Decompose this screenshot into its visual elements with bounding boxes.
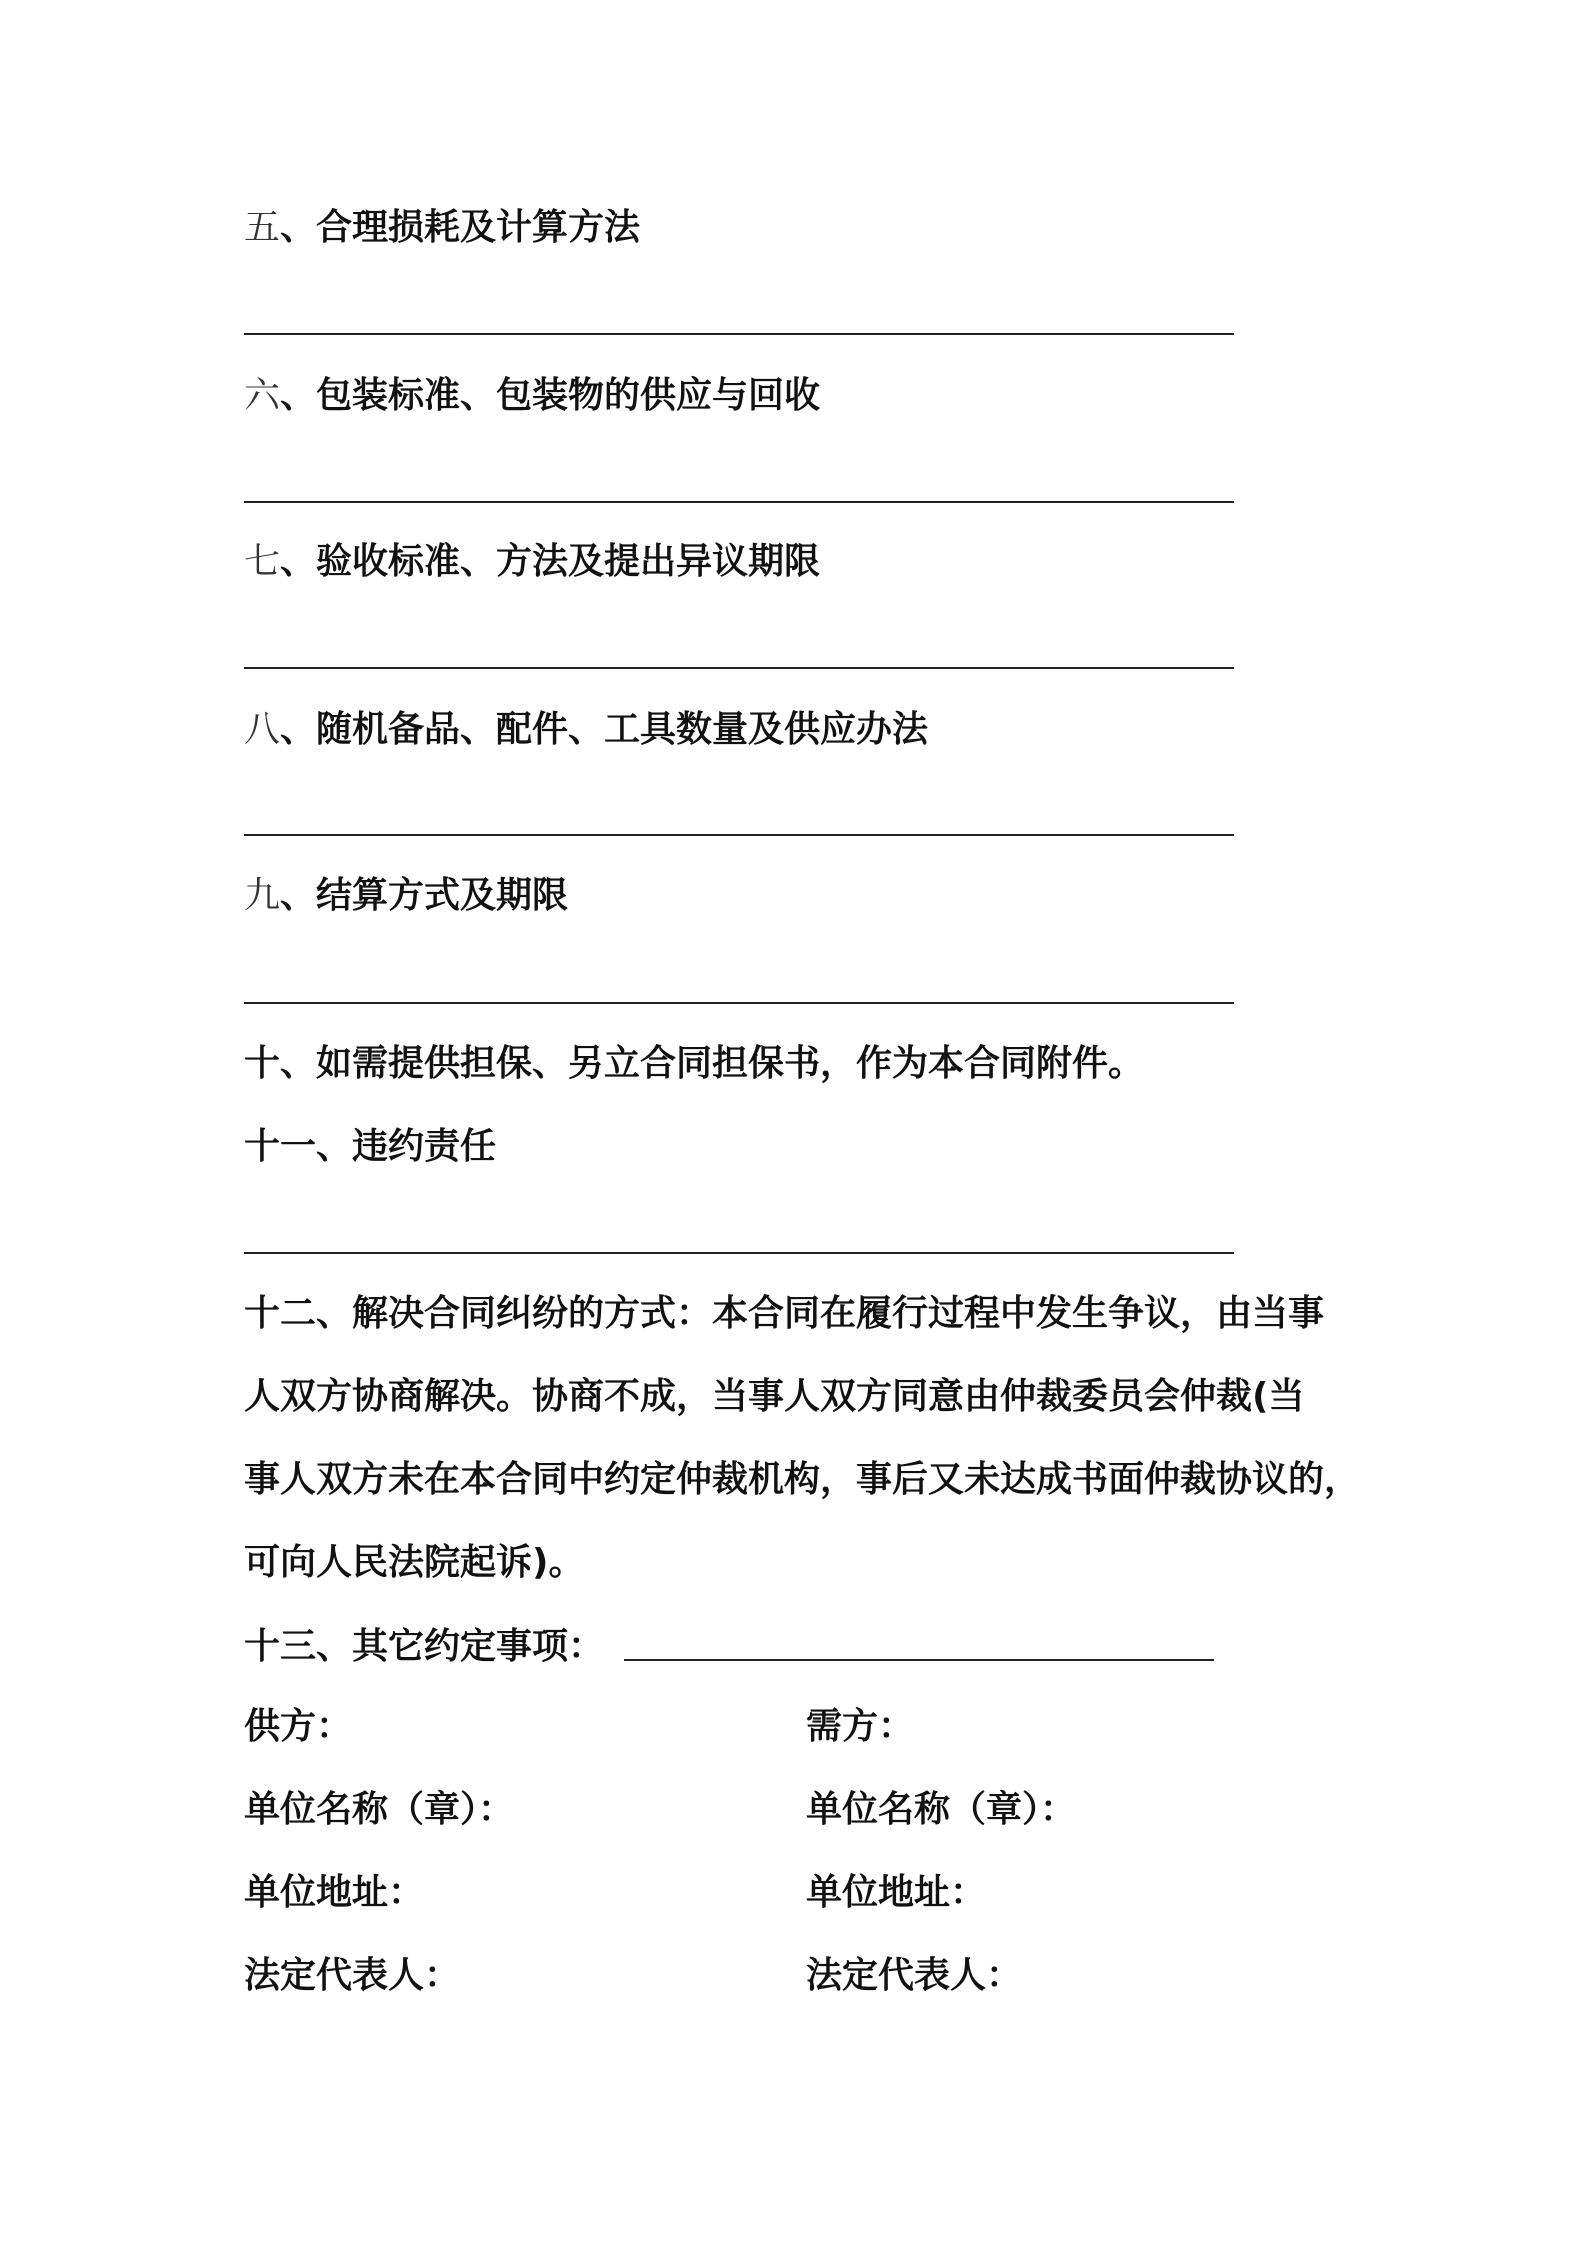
clause-10: 十、如需提供担保、另立合同担保书，作为本合同附件。 [244, 1043, 1145, 1084]
buyer-legal-rep: 法定代表人： [806, 1955, 1023, 1996]
section-9-fill-line [244, 1002, 1234, 1004]
section-8-heading: 八、随机备品、配件、工具数量及供应办法 [244, 709, 929, 750]
clause-12-line-4: 可向人民法院起诉)。 [244, 1542, 585, 1583]
section-6-heading: 六、包装标准、包装物的供应与回收 [244, 375, 821, 416]
supplier-unit-address: 单位地址： [244, 1872, 425, 1913]
section-5-heading: 五、合理损耗及计算方法 [244, 207, 641, 248]
buyer-unit-name: 单位名称（章）： [806, 1789, 1077, 1830]
supplier-legal-rep: 法定代表人： [244, 1955, 461, 1996]
clause-12-line-2: 人双方协商解决。协商不成，当事人双方同意由仲裁委员会仲裁(当 [244, 1376, 1305, 1417]
buyer-unit-address: 单位地址： [806, 1872, 987, 1913]
clause-11-heading: 十一、违约责任 [244, 1126, 497, 1167]
buyer-label: 需方： [806, 1706, 915, 1747]
section-6-fill-line [244, 501, 1234, 503]
section-7-heading: 七、验收标准、方法及提出异议期限 [244, 541, 821, 582]
clause-11-fill-line [244, 1252, 1234, 1254]
section-8-fill-line [244, 834, 1234, 836]
clause-12-line-3: 事人双方未在本合同中约定仲裁机构，事后又未达成书面仲裁协议的， [244, 1459, 1361, 1500]
section-9-heading: 九、结算方式及期限 [244, 875, 569, 916]
section-7-fill-line [244, 667, 1234, 669]
clause-12-line-1: 十二、解决合同纠纷的方式：本合同在履行过程中发生争议，由当事 [244, 1293, 1325, 1334]
section-5-fill-line [244, 333, 1234, 335]
clause-13: 十三、其它约定事项： [244, 1625, 1214, 1669]
supplier-unit-name: 单位名称（章）： [244, 1789, 515, 1830]
supplier-label: 供方： [244, 1706, 353, 1747]
clause-13-fill-line [624, 1659, 1214, 1661]
